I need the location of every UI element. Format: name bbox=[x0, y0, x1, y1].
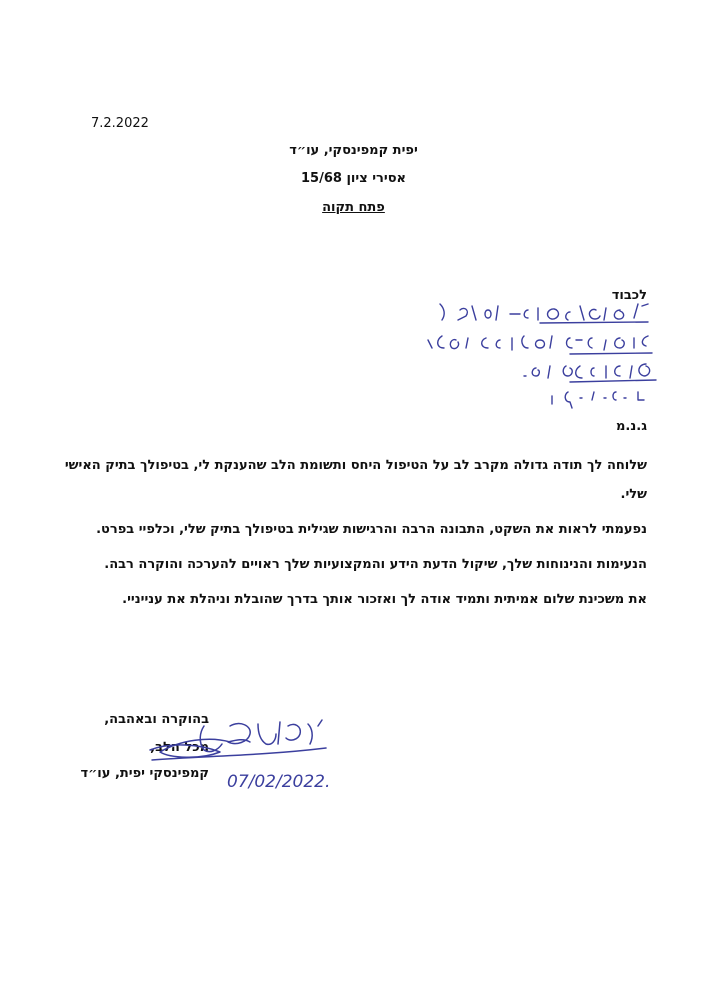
handwritten-signature-date bbox=[225, 769, 345, 793]
closing-line-1: בהוקרה ובאהבה, bbox=[104, 712, 209, 727]
body-paragraph: נפעמתי לראות את השקט, התבונה הרבה והרגישות שגילית בטיפולך בתיק שלי, וכלפיי בפרט. bbox=[96, 522, 647, 537]
recipient-to-label: לכבוד bbox=[611, 288, 647, 303]
sender-address: אסירי ציון 15/68 bbox=[300, 171, 406, 186]
body-paragraph: את משכינת שלום אמיתית ותמיד אודה לך ואזכור אותך בדרך שהובלת וניהלת את ענייניי. bbox=[122, 592, 647, 607]
closing-line-2: מכל הלב, bbox=[150, 740, 209, 755]
handwritten-recipient-address bbox=[420, 296, 660, 416]
letter-body bbox=[57, 451, 647, 620]
sender-city: פתח תקוה bbox=[322, 200, 385, 215]
signature-date-text: 07/02/2022. bbox=[227, 772, 331, 792]
sender-name: יפית קמפינסקי, עו״ד bbox=[289, 143, 418, 158]
greeting: ג.נ.מ bbox=[616, 419, 647, 434]
body-paragraph: שלוחה לך תודה גדולה מקרב לב על הטיפול היחס ותשומת הלב שהענקת לי, בטיפולך בתיק האישי שלי. bbox=[64, 458, 647, 502]
letter-date: 7.2.2022 bbox=[91, 116, 149, 131]
handwritten-signature bbox=[140, 712, 340, 772]
closing-line-3: קמפינסקי יפית, עו״ד bbox=[80, 766, 209, 781]
body-paragraph: הנעימות והנינוחות שלך, שיקול הדעת הידע והמקצועיות שלך ראויים להערכה והוקרה רבה. bbox=[104, 557, 647, 572]
